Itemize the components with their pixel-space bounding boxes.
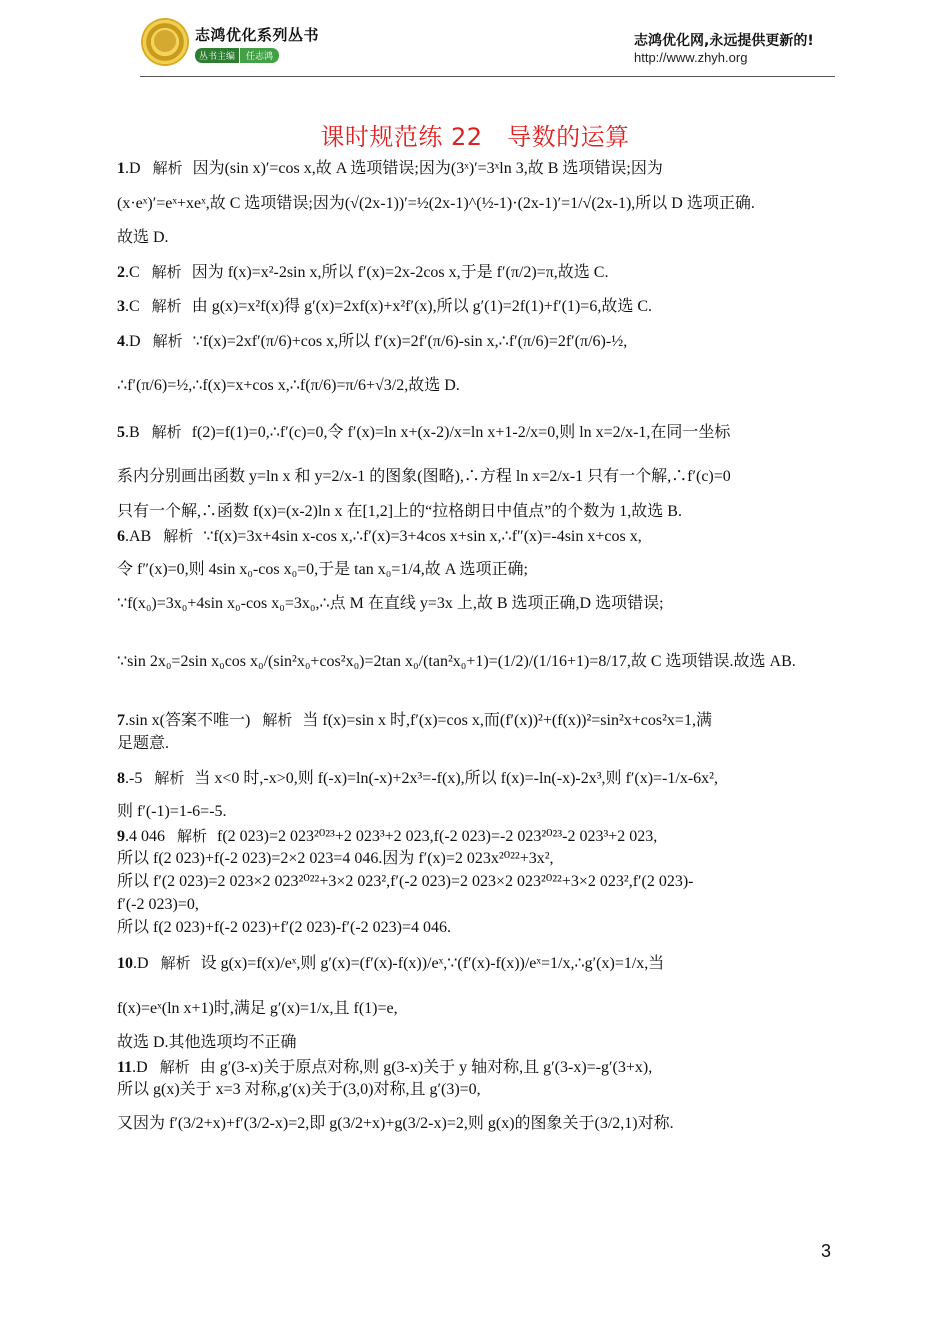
- answer: .D: [125, 333, 141, 350]
- problem-number: 5: [117, 424, 125, 441]
- page-header: [0, 0, 950, 80]
- solution-text: 当 f(x)=sin x 时,f′(x)=cos x,而(f′(x))²+(f(x))²=sin²x+cos²x=1,满: [302, 712, 712, 729]
- page-title: 课时规范练 22 导数的运算: [320, 123, 630, 151]
- solution-text: 足题意.: [117, 735, 170, 752]
- answer: .B: [125, 424, 140, 441]
- problem-number: 9: [117, 828, 125, 845]
- solution-text: ∵f(x)=2xf′(π/6)+cos x,所以 f′(x)=2f′(π/6)-sin x,∴f′(π/6)=2f′(π/6)-½,: [192, 333, 628, 350]
- solution-line: [117, 895, 199, 915]
- problem-number: 10: [117, 955, 133, 972]
- solution-line: [117, 422, 730, 443]
- analysis-tag: 解析: [151, 297, 182, 315]
- solution-line: [117, 826, 657, 847]
- solution-line: [117, 734, 169, 754]
- editor-label: 丛书主编: [195, 48, 239, 63]
- solution-line: [117, 228, 169, 248]
- solution-text: ∴f′(π/6)=½,∴f(x)=x+cos x,∴f(π/6)=π/6+√3/2,故选 D.: [117, 377, 460, 394]
- seal-emblem-icon: [143, 20, 187, 64]
- problem-number: 1: [117, 160, 125, 177]
- analysis-tag: 解析: [160, 954, 191, 972]
- editor-name: 任志鸿: [240, 48, 279, 63]
- solution-text: ∵f(x)=3x+4sin x-cos x,∴f′(x)=3+4cos x+sin x,∴f″(x)=-4sin x+cos x,: [203, 528, 642, 545]
- solution-text: 故选 D.: [117, 229, 169, 246]
- solution-text: f(2 023)=2 023²⁰²³+2 023³+2 023,f(-2 023)=-2 023²⁰²³-2 023³+2 023,: [217, 828, 658, 845]
- solution-text: f(x)=eˣ(ln x+1)时,满足 g′(x)=1/x,且 f(1)=e,: [117, 1000, 398, 1017]
- solution-line: [117, 1114, 674, 1134]
- solution-line: [117, 296, 652, 317]
- solution-line: [117, 652, 796, 672]
- analysis-tag: 解析: [159, 1058, 190, 1076]
- solution-text: 故选 D.其他选项均不正确: [117, 1034, 297, 1051]
- solution-text: 设 g(x)=f(x)/eˣ,则 g′(x)=(f′(x)-f(x))/eˣ,∵(f′(x)-f(x))/eˣ=1/x,∴g′(x)=1/x,当: [200, 955, 665, 972]
- editor-badge: [195, 48, 279, 63]
- analysis-tag: 解析: [151, 263, 182, 281]
- solution-line: [117, 560, 528, 580]
- analysis-tag: 解析: [177, 827, 208, 845]
- solution-line: [117, 467, 731, 487]
- solution-line: [117, 953, 664, 974]
- solution-text: 因为(sin x)′=cos x,故 A 选项错误;因为(3ˣ)′=3ˣln 3,故 B 选项错误;因为: [192, 160, 663, 177]
- solution-text: (x·eˣ)′=eˣ+xeˣ,故 C 选项错误;因为(√(2x-1))′=½(2x-1)^(½-1)·(2x-1)′=1/√(2x-1),所以 D 选项正确.: [117, 195, 755, 212]
- solution-text: 所以 g(x)关于 x=3 对称,g′(x)关于(3,0)对称,且 g′(3)=0,: [117, 1081, 481, 1098]
- analysis-tag: 解析: [151, 423, 182, 441]
- solution-line: [117, 802, 227, 822]
- solution-text: 又因为 f′(3/2+x)+f′(3/2-x)=2,即 g(3/2+x)+g(3/2-x)=2,则 g(x)的图象关于(3/2,1)对称.: [117, 1115, 674, 1132]
- solution-text: 当 x<0 时,-x>0,则 f(-x)=ln(-x)+2x³=-f(x),所以 f(x)=-ln(-x)-2x³,则 f′(x)=-1/x-6x²,: [194, 770, 718, 787]
- solution-line: [117, 918, 451, 938]
- analysis-tag: 解析: [152, 332, 183, 350]
- solution-line: [117, 594, 664, 614]
- solution-text: 只有一个解,∴函数 f(x)=(x-2)ln x 在[1,2]上的“拉格朗日中值点”的个数为 1,故选 B.: [117, 503, 682, 520]
- solution-line: [117, 710, 712, 731]
- solution-line: [117, 768, 718, 789]
- solution-text: f′(-2 023)=0,: [117, 896, 199, 913]
- answer: .D: [132, 1059, 148, 1076]
- problem-number: 7: [117, 712, 125, 729]
- problem-number: 8: [117, 770, 125, 787]
- series-title: 志鸿优化系列丛书: [195, 26, 320, 44]
- analysis-tag: 解析: [154, 769, 185, 787]
- solution-line: [117, 1080, 481, 1100]
- solution-line: [117, 872, 694, 892]
- solution-text: 由 g(x)=x²f(x)得 g′(x)=2xf(x)+x²f′(x),所以 g′(1)=2f(1)+f′(1)=6,故选 C.: [191, 298, 652, 315]
- problem-number: 6: [117, 528, 125, 545]
- answer: .-5: [125, 770, 143, 787]
- solution-line: [117, 1033, 297, 1053]
- solution-text: 由 g′(3-x)关于原点对称,则 g(3-x)关于 y 轴对称,且 g′(3-x)=-g′(3+x),: [199, 1059, 653, 1076]
- solution-text: 令 f″(x)=0,则 4sin x₀-cos x₀=0,于是 tan x₀=1/4,故 A 选项正确;: [117, 561, 528, 578]
- header-divider: [140, 76, 835, 77]
- problem-number: 2: [117, 264, 125, 281]
- answer: .C: [125, 298, 140, 315]
- solution-text: f(2)=f(1)=0,∴f′(c)=0,令 f′(x)=ln x+(x-2)/x=ln x+1-2/x=0,则 ln x=2/x-1,在同一坐标: [191, 424, 731, 441]
- solution-line: [117, 849, 554, 869]
- problem-number: 3: [117, 298, 125, 315]
- answer: .4 046: [125, 828, 165, 845]
- solution-line: [117, 376, 460, 396]
- site-slogan: 志鸿优化网,永远提供更新的!: [634, 33, 814, 49]
- site-url: http://www.zhyh.org: [634, 50, 748, 65]
- answer: .sin x(答案不唯一): [125, 712, 251, 729]
- solution-line: [117, 158, 663, 179]
- analysis-tag: 解析: [163, 527, 194, 545]
- answer: .C: [125, 264, 140, 281]
- solution-text: ∵f(x₀)=3x₀+4sin x₀-cos x₀=3x₀,∴点 M 在直线 y=3x 上,故 B 选项正确,D 选项错误;: [117, 595, 664, 612]
- brand-logo: [143, 20, 343, 72]
- solution-text: 所以 f(2 023)+f(-2 023)+f′(2 023)-f′(-2 023)=4 046.: [117, 919, 451, 936]
- solution-text: 则 f′(-1)=1-6=-5.: [117, 803, 227, 820]
- solution-line: [117, 1057, 652, 1078]
- answer: .D: [125, 160, 141, 177]
- answer: .D: [133, 955, 149, 972]
- analysis-tag: 解析: [262, 711, 293, 729]
- solution-line: [117, 502, 682, 522]
- solution-line: [117, 331, 627, 352]
- solution-line: [117, 262, 608, 283]
- solution-text: 所以 f(2 023)+f(-2 023)=2×2 023=4 046.因为 f′(x)=2 023x²⁰²²+3x²,: [117, 850, 554, 867]
- analysis-tag: 解析: [152, 159, 183, 177]
- solution-line: [117, 999, 398, 1019]
- solution-line: [117, 526, 642, 547]
- solution-text: 所以 f′(2 023)=2 023×2 023²⁰²²+3×2 023²,f′(-2 023)=2 023×2 023²⁰²²+3×2 023²,f′(2 023)-: [117, 873, 694, 890]
- solution-text: ∵sin 2x₀=2sin x₀cos x₀/(sin²x₀+cos²x₀)=2tan x₀/(tan²x₀+1)=(1/2)/(1/16+1)=8/17,故 C 选项错误.故选 AB.: [117, 653, 796, 670]
- solution-line: [117, 194, 755, 214]
- page-number: 3: [821, 1241, 832, 1261]
- solution-text: 因为 f(x)=x²-2sin x,所以 f′(x)=2x-2cos x,于是 f′(π/2)=π,故选 C.: [191, 264, 609, 281]
- problem-number: 4: [117, 333, 125, 350]
- solution-text: 系内分别画出函数 y=ln x 和 y=2/x-1 的图象(图略),∴方程 ln x=2/x-1 只有一个解,∴f′(c)=0: [117, 468, 731, 485]
- answer: .AB: [125, 528, 152, 545]
- problem-number: 11: [117, 1059, 133, 1076]
